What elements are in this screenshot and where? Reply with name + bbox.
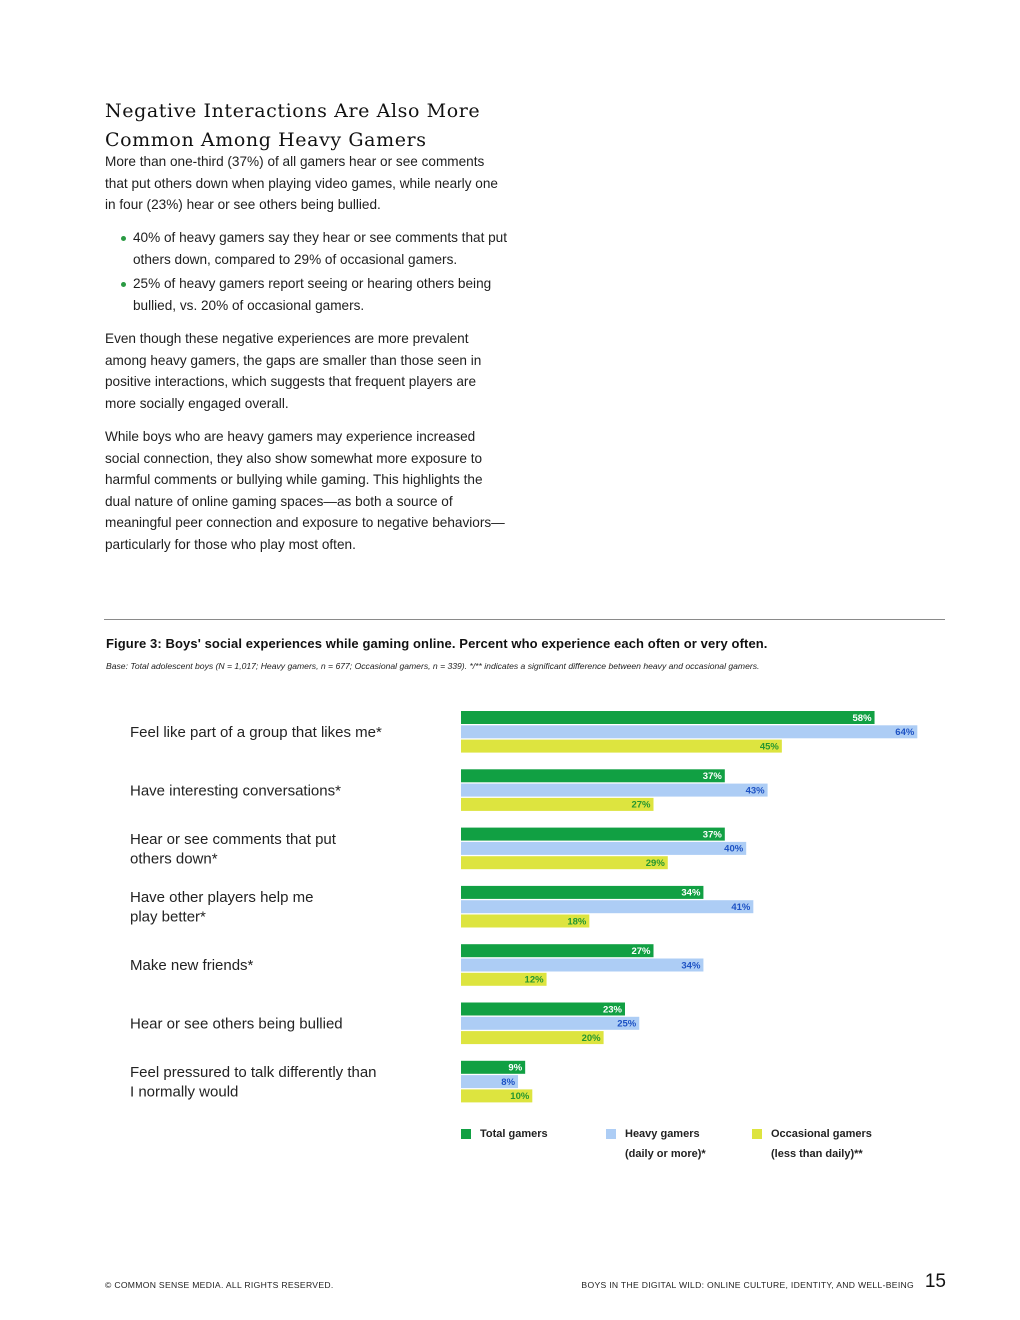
bullet-text: 25% of heavy gamers report seeing or hearing others being bullied, vs. 20% of occasional gamers. [133, 276, 492, 314]
bar-value-label: 37% [702, 829, 722, 841]
category-label: Have interesting conversations* [130, 782, 341, 800]
legend-item [480, 1124, 548, 1144]
paragraph-intro: More than one-third (37%) of all gamers hear or see comments that put others down when playing video games, while nearly one in four (23%) hear or see others being bullied. [105, 154, 498, 213]
paragraph-gaps: Even though these negative experiences are more prevalent among heavy gamers, the gaps are smaller than those seen in positive interactions, which suggests that frequent players are more socially engaged overall. [105, 331, 482, 411]
category-label: Hear or see others being bullied [130, 1015, 343, 1033]
bar-heavy [461, 900, 753, 913]
bar-heavy [461, 842, 746, 855]
bar-value-label: 41% [731, 902, 751, 913]
category-label: Hear or see comments that put [130, 830, 336, 848]
bar-value-label: 43% [745, 785, 765, 797]
bar-value-label: 27% [631, 799, 651, 811]
bar-total [461, 944, 654, 957]
bar-value-label: 23% [602, 1004, 622, 1016]
bullet-text: 40% of heavy gamers say they hear or see comments that put others down, compared to 29% of occasional gamers. [133, 230, 508, 267]
paragraph-dual-nature: While boys who are heavy gamers may experience increased social connection, they also show somewhat more exposure to harmful comments or bullying while gaming. This highlights the dual nature of online gaming spaces—as both a source of meaningful peer connection and exposure to negative behaviors—particularly for those who play most often. [105, 429, 505, 552]
bar-total [461, 886, 703, 899]
bar-total [461, 828, 725, 841]
bar-heavy [461, 959, 703, 972]
bar-value-label: 40% [724, 843, 744, 855]
bar-value-label: 58% [852, 712, 872, 724]
bar-value-label: 20% [581, 1032, 601, 1044]
figure-divider [104, 619, 945, 620]
legend-label: Heavy gamers [625, 1128, 700, 1140]
bar-value-label: 27% [631, 946, 651, 957]
bar-value-label: 34% [681, 960, 701, 972]
bullet-list [105, 227, 510, 316]
legend-swatch-icon [606, 1129, 616, 1139]
bar-value-label: 34% [681, 887, 701, 899]
bar-occasional [461, 856, 668, 869]
bar-occasional [461, 798, 654, 811]
figure-base-note: Base: Total adolescent boys (N = 1,017; Heavy gamers, n = 677; Occasional gamers, n = 339). */** indicates a significant difference between heavy and occasional gamers. [106, 661, 760, 671]
category-label: Have other players help me [130, 889, 314, 907]
bar-total [461, 711, 875, 724]
bar-value-label: 12% [524, 974, 544, 986]
bar-heavy [461, 784, 768, 797]
bullet-item [133, 273, 510, 316]
bar-value-label: 37% [702, 771, 722, 783]
page-number: 15 [924, 1271, 946, 1292]
bar-value-label: 8% [501, 1076, 516, 1088]
bar-total [461, 769, 725, 782]
bullet-dot-icon [121, 236, 126, 241]
body-text [105, 151, 510, 567]
legend-item [771, 1124, 872, 1164]
page-title: Negative Interactions Are Also More Common Among Heavy Gamers [105, 99, 481, 151]
bar-heavy [461, 725, 917, 738]
category-label: I normally would [130, 1083, 239, 1101]
footer-copyright: © COMMON SENSE MEDIA. ALL RIGHTS RESERVED. [105, 1280, 334, 1290]
bullet-item [133, 227, 510, 270]
bar-value-label: 18% [567, 916, 587, 928]
bar-occasional [461, 740, 782, 753]
legend-label: Occasional gamers [771, 1128, 872, 1140]
category-label: Make new friends* [130, 957, 254, 975]
bar-total [461, 1003, 625, 1016]
bar-value-label: 45% [759, 741, 779, 753]
legend-label: (less than daily)** [771, 1148, 863, 1160]
footer-publication-title: BOYS IN THE DIGITAL WILD: ONLINE CULTURE, IDENTITY, AND WELL-BEING [581, 1280, 914, 1290]
bar-value-label: 64% [895, 727, 915, 739]
category-label: others down* [130, 850, 218, 868]
category-label: Feel like part of a group that likes me* [130, 724, 382, 741]
legend-label: Total gamers [480, 1128, 548, 1140]
legend-label: (daily or more)* [625, 1148, 706, 1160]
figure-title: Figure 3: Boys' social experiences while gaming online. Percent who experience each often or very often. [106, 636, 768, 651]
bar-heavy [461, 1017, 639, 1030]
bar-value-label: 10% [510, 1091, 530, 1103]
legend-swatch-icon [461, 1129, 471, 1139]
category-label: play better* [130, 908, 206, 926]
bar-value-label: 9% [508, 1062, 523, 1074]
bullet-dot-icon [121, 282, 126, 287]
legend-item [625, 1124, 706, 1164]
category-label: Feel pressured to talk differently than [130, 1064, 377, 1082]
bar-value-label: 29% [645, 858, 665, 869]
legend-swatch-icon [752, 1129, 762, 1139]
bar-value-label: 25% [617, 1018, 637, 1030]
